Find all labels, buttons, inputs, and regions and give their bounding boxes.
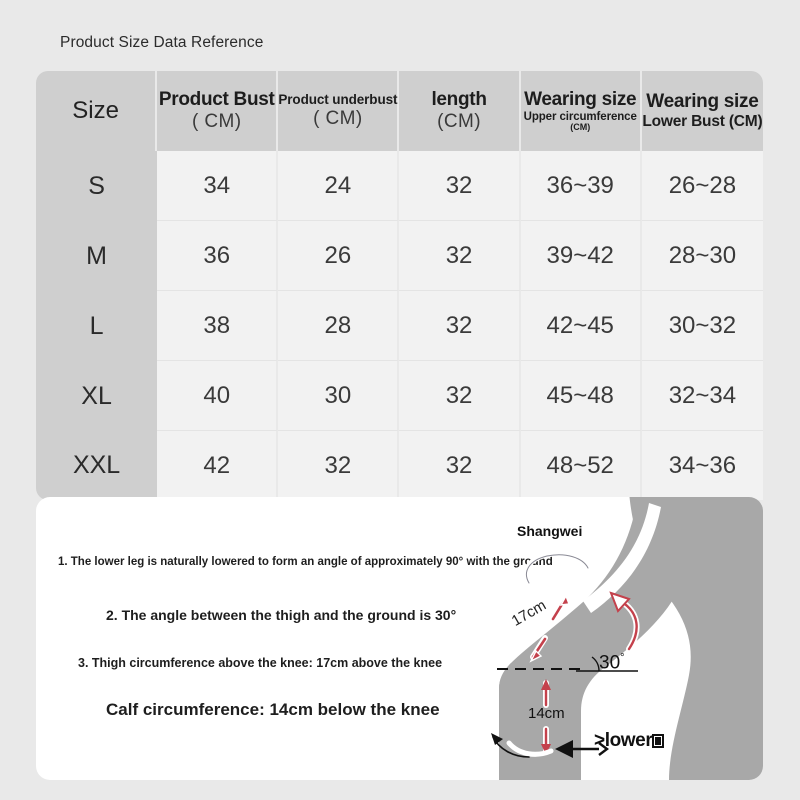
cell-bust: 36	[157, 221, 278, 291]
cell-bust: 40	[157, 361, 278, 431]
cell-length: 32	[399, 291, 520, 361]
instruction-note-3: 3. Thigh circumference above the knee: 17cm above the knee	[78, 656, 443, 670]
diagram-label-thigh-measure: 17cm	[508, 596, 550, 630]
table-row	[36, 361, 763, 431]
column-header-product-bust-unit: ( CM)	[191, 110, 242, 132]
column-header-length	[399, 71, 520, 151]
column-header-wearing-size-upper-unit: (CM)	[570, 121, 591, 132]
column-header-wearing-size-lower	[642, 71, 763, 151]
table-row	[36, 221, 763, 291]
cell-size: S	[36, 151, 157, 221]
table-header-row	[36, 71, 763, 151]
cell-upper: 36~39	[521, 151, 642, 221]
column-header-length-unit: (CM)	[437, 110, 481, 132]
size-table	[36, 71, 763, 500]
diagram-label-angle	[599, 652, 625, 674]
table-body	[36, 151, 763, 500]
missing-glyph-icon	[652, 734, 664, 748]
table-row	[36, 291, 763, 361]
cell-upper: 42~45	[521, 291, 642, 361]
diagram-label-angle-value: 30	[599, 652, 621, 674]
cell-underbust: 24	[278, 151, 399, 221]
column-header-wearing-size-lower-main: Wearing size	[646, 90, 759, 112]
column-header-size	[36, 71, 157, 151]
instruction-note-1: 1. The lower leg is naturally lowered to form an angle of approximately 90° with the ground	[58, 556, 553, 568]
cell-bust: 38	[157, 291, 278, 361]
measurement-instructions-card	[36, 497, 763, 780]
cell-length: 32	[399, 431, 520, 500]
diagram-label-angle-unit: °	[620, 652, 625, 664]
cell-upper: 45~48	[521, 361, 642, 431]
cell-size: XL	[36, 361, 157, 431]
leg-measurement-diagram	[433, 497, 763, 780]
cell-upper: 39~42	[521, 221, 642, 291]
cell-underbust: 32	[278, 431, 399, 500]
table-row	[36, 431, 763, 500]
cell-bust: 42	[157, 431, 278, 500]
cell-length: 32	[399, 361, 520, 431]
cell-underbust: 26	[278, 221, 399, 291]
column-header-wearing-size-upper-sub: Upper circumference	[523, 110, 637, 123]
cell-lower: 30~32	[642, 291, 763, 361]
column-header-product-underbust-main: Product underbust	[278, 92, 398, 108]
column-header-wearing-size-upper-main: Wearing size	[524, 88, 637, 110]
column-header-product-underbust-unit: ( CM)	[313, 107, 363, 129]
column-header-size-label: Size	[72, 97, 119, 125]
instruction-note-2: 2. The angle between the thigh and the ground is 30°	[106, 607, 457, 623]
column-header-product-bust	[157, 71, 278, 151]
diagram-label-shangwei: Shangwei	[517, 523, 583, 539]
thigh-arrow-up	[553, 596, 569, 619]
instruction-note-4: Calf circumference: 14cm below the knee	[106, 700, 440, 719]
cell-lower: 32~34	[642, 361, 763, 431]
column-header-length-main: length	[431, 89, 487, 111]
cell-size: L	[36, 291, 157, 361]
cell-length: 32	[399, 221, 520, 291]
table-row	[36, 151, 763, 221]
cell-size: XXL	[36, 431, 157, 500]
diagram-label-lower-text: >lower	[594, 730, 653, 751]
column-header-product-underbust	[278, 71, 399, 151]
diagram-label-lower	[594, 730, 664, 752]
column-header-product-bust-main: Product Bust	[158, 89, 275, 111]
cell-underbust: 28	[278, 291, 399, 361]
diagram-label-calf-measure: 14cm	[528, 705, 565, 722]
thigh-tape-front	[526, 554, 589, 583]
cell-size: M	[36, 221, 157, 291]
cell-lower: 26~28	[642, 151, 763, 221]
cell-upper: 48~52	[521, 431, 642, 500]
cell-underbust: 30	[278, 361, 399, 431]
cell-lower: 28~30	[642, 221, 763, 291]
cell-bust: 34	[157, 151, 278, 221]
cell-lower: 34~36	[642, 431, 763, 500]
page-title: Product Size Data Reference	[60, 34, 264, 51]
cell-length: 32	[399, 151, 520, 221]
column-header-wearing-size-lower-sub: Lower Bust (CM)	[642, 112, 763, 130]
column-header-wearing-size-upper	[521, 71, 642, 151]
